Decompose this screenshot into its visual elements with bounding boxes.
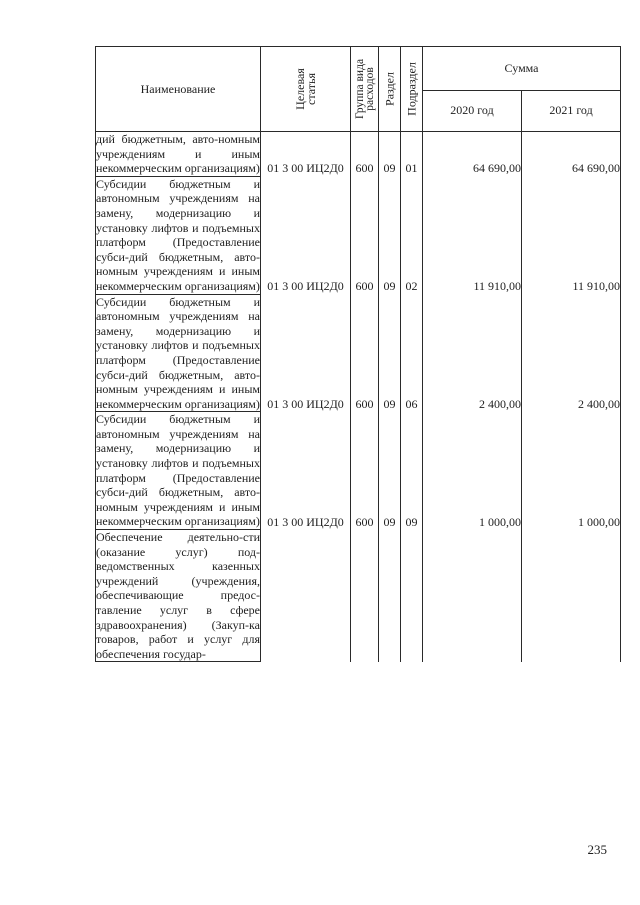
row-code: 01 3 00 ИЦ2Д0	[261, 132, 351, 177]
row-name: Субсидии бюджетным и автономным учреждениям на замену, модернизацию и установку лифтов и подъемных платформ (Предоставление субси-дий бюджетным, авто-номным учреждениям и иным некоммерческим организациям)	[96, 294, 260, 411]
table-row	[96, 176, 621, 294]
table-row	[96, 294, 621, 412]
row-subsection: 06	[401, 294, 423, 412]
row-name: Субсидии бюджетным и автономным учреждениям на замену, модернизацию и установку лифтов и подъемных платформ (Предоставление субси-дий бюджетным, авто-номным учреждениям и иным некоммерческим организациям)	[96, 176, 260, 293]
row-section: 09	[379, 176, 401, 294]
header-row-top	[96, 47, 621, 91]
row-section	[379, 530, 401, 662]
row-sum-2021: 64 690,00	[522, 132, 621, 177]
row-sum-2021: 2 400,00	[522, 294, 621, 412]
row-group: 600	[351, 176, 379, 294]
row-name: Обеспечение деятельно-сти (оказание услуг) под-ведомственных казенных учреждений (учреждения, обеспечивающие предос-тавление услуг в сфере здравоохранения) (Закуп-ка товаров, работ и услуг для обеспечения государ-	[96, 530, 260, 661]
row-group: 600	[351, 294, 379, 412]
row-code	[261, 530, 351, 662]
row-section: 09	[379, 294, 401, 412]
header-target-article-text: Целевая статья	[292, 68, 318, 110]
row-subsection: 01	[401, 132, 423, 177]
header-expense-group-text	[355, 59, 375, 119]
header-subsection	[401, 47, 423, 132]
row-sum-2020: 1 000,00	[423, 412, 522, 530]
table-row	[96, 530, 621, 662]
header-subsection-text: Подраздел	[404, 62, 418, 116]
row-sum-2021: 11 910,00	[522, 176, 621, 294]
table-row	[96, 132, 621, 177]
header-sum: Сумма	[423, 47, 621, 91]
header-expense-group	[351, 47, 379, 132]
table-row	[96, 412, 621, 530]
header-section-text: Раздел	[382, 72, 396, 106]
row-subsection: 09	[401, 412, 423, 530]
row-sum-2020: 2 400,00	[423, 294, 522, 412]
row-section: 09	[379, 412, 401, 530]
row-group	[351, 530, 379, 662]
header-expense-group-line2: расходов	[363, 67, 376, 111]
row-sum-2021: 1 000,00	[522, 412, 621, 530]
header-name: Наименование	[96, 47, 261, 132]
row-code: 01 3 00 ИЦ2Д0	[261, 294, 351, 412]
row-sum-2021	[522, 530, 621, 662]
row-name: дий бюджетным, авто-номным учреждениям и иным некоммерческим организациям)	[96, 132, 260, 176]
page-number: 235	[587, 842, 607, 857]
row-group: 600	[351, 132, 379, 177]
row-subsection: 02	[401, 176, 423, 294]
row-section: 09	[379, 132, 401, 177]
row-code: 01 3 00 ИЦ2Д0	[261, 176, 351, 294]
header-year-2020: 2020 год	[423, 90, 522, 132]
header-section	[379, 47, 401, 132]
row-subsection	[401, 530, 423, 662]
row-code: 01 3 00 ИЦ2Д0	[261, 412, 351, 530]
budget-table	[95, 46, 621, 662]
header-year-2021: 2021 год	[522, 90, 621, 132]
header-target-article	[261, 47, 351, 132]
row-sum-2020: 11 910,00	[423, 176, 522, 294]
row-sum-2020: 64 690,00	[423, 132, 522, 177]
header-expense-group-line1: Группа вида	[353, 58, 366, 120]
row-group: 600	[351, 412, 379, 530]
row-sum-2020	[423, 530, 522, 662]
row-name: Субсидии бюджетным и автономным учреждениям на замену, модернизацию и установку лифтов и подъемных платформ (Предоставление субси-дий бюджетным, авто-номным учреждениям и иным некоммерческим организациям)	[96, 412, 260, 529]
